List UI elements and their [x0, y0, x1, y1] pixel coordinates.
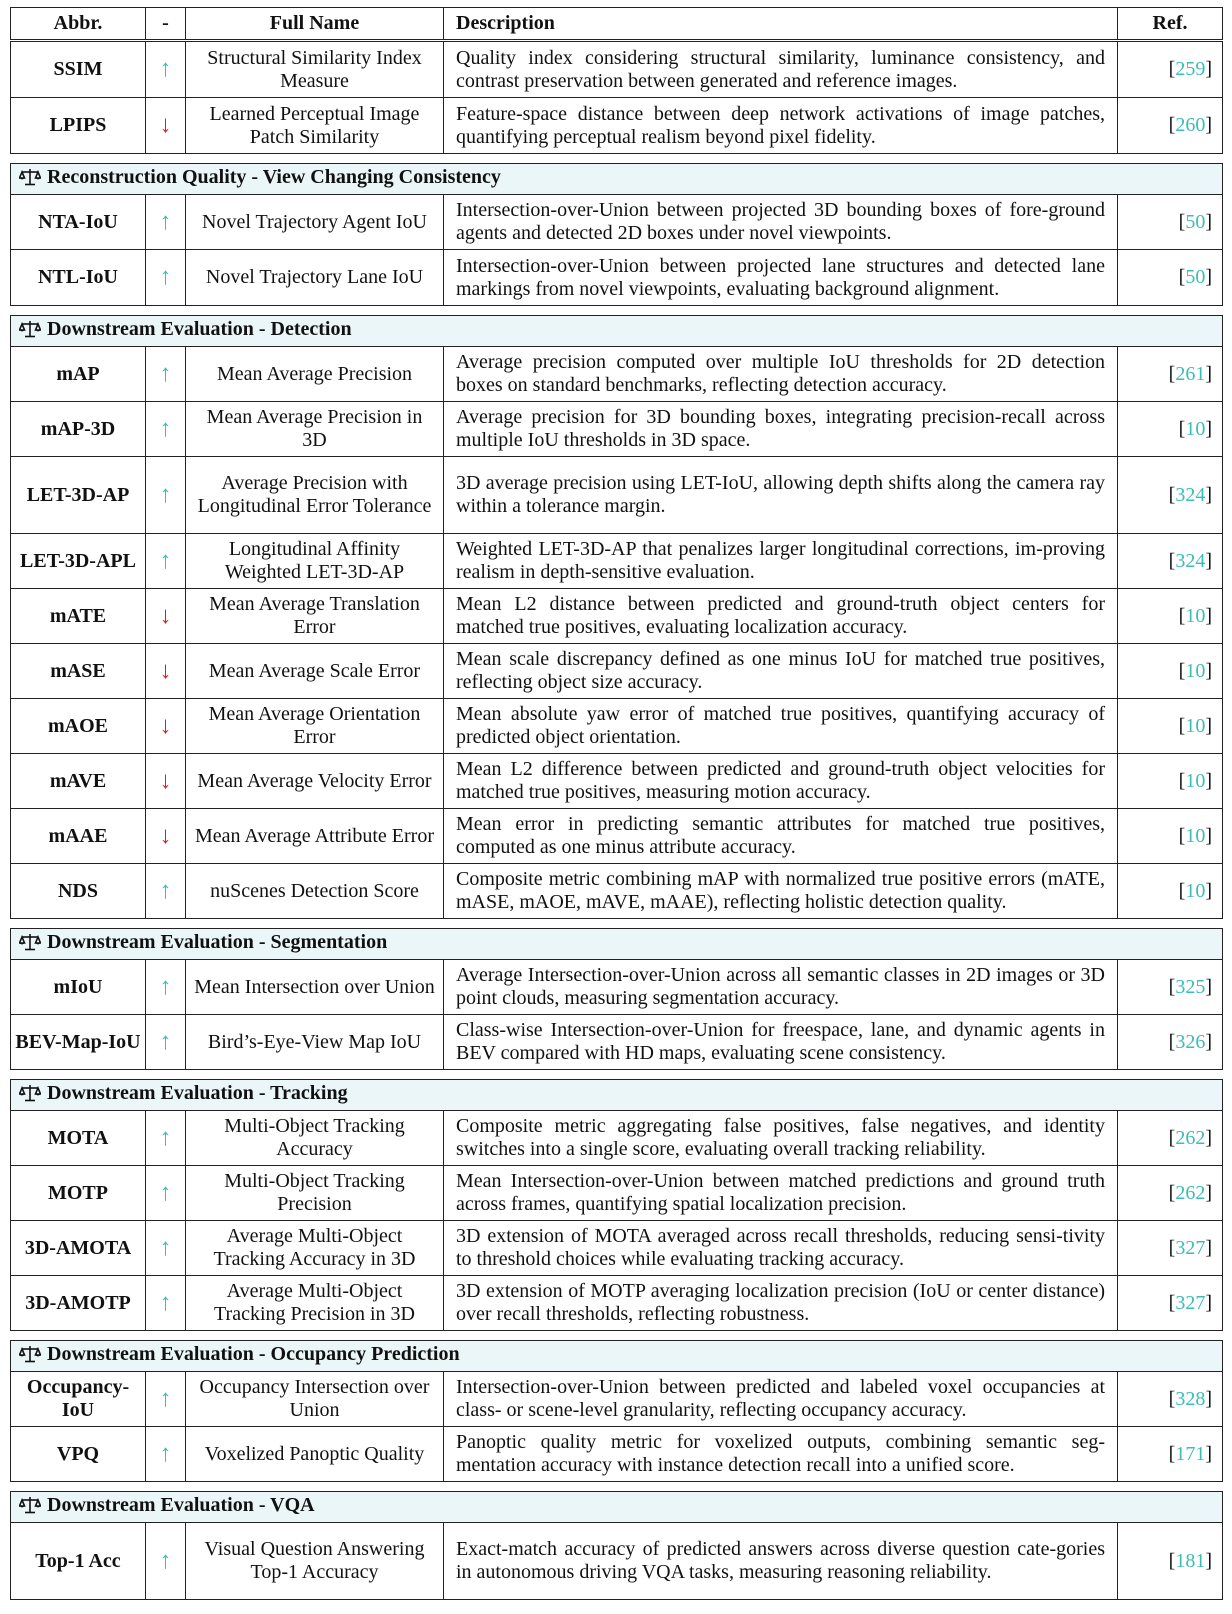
header-ref: Ref.	[1118, 8, 1223, 40]
table-row	[11, 347, 1223, 402]
metric-full-name: Multi-Object Tracking Accuracy	[186, 1111, 444, 1166]
direction-cell	[146, 1111, 186, 1166]
arrow-down-icon: ↓	[159, 657, 172, 684]
section-header	[11, 929, 1223, 960]
direction-cell	[146, 589, 186, 644]
section-title-cell	[11, 1492, 1223, 1523]
reference-cell: [10]	[1118, 754, 1223, 809]
reference-link[interactable]: 50	[1185, 210, 1206, 233]
section-title: Downstream Evaluation - Detection	[47, 318, 352, 340]
metric-description: Panoptic quality metric for voxelized outputs, combining semantic seg-mentation accuracy with instance detection recall into a unified score.	[444, 1427, 1118, 1482]
direction-cell	[146, 195, 186, 250]
metric-abbr: 3D-AMOTA	[11, 1221, 146, 1276]
section-header	[11, 1080, 1223, 1111]
direction-cell	[146, 1166, 186, 1221]
table-row	[11, 754, 1223, 809]
direction-cell	[146, 457, 186, 534]
metric-abbr: mAOE	[11, 699, 146, 754]
metric-full-name: nuScenes Detection Score	[186, 864, 444, 919]
reference-link[interactable]: 10	[1185, 604, 1206, 627]
metric-full-name: Novel Trajectory Agent IoU	[186, 195, 444, 250]
metric-abbr: NDS	[11, 864, 146, 919]
direction-cell	[146, 1276, 186, 1331]
balance-scale-icon	[19, 1345, 41, 1369]
metric-abbr: mAAE	[11, 809, 146, 864]
direction-cell	[146, 754, 186, 809]
direction-cell	[146, 809, 186, 864]
reference-link[interactable]: 10	[1185, 659, 1206, 682]
reference-cell: [262]	[1118, 1166, 1223, 1221]
arrow-up-icon: ↑	[159, 415, 172, 442]
metric-full-name: Mean Average Translation Error	[186, 589, 444, 644]
table-row	[11, 960, 1223, 1015]
metric-full-name: Voxelized Panoptic Quality	[186, 1427, 444, 1482]
metric-full-name: Mean Average Scale Error	[186, 644, 444, 699]
direction-cell	[146, 1523, 186, 1600]
metric-full-name: Multi-Object Tracking Precision	[186, 1166, 444, 1221]
direction-cell	[146, 42, 186, 98]
table-row	[11, 98, 1223, 154]
table-row	[11, 402, 1223, 457]
direction-cell	[146, 864, 186, 919]
reference-link[interactable]: 10	[1185, 769, 1206, 792]
reference-cell: [10]	[1118, 402, 1223, 457]
arrow-down-icon: ↓	[159, 822, 172, 849]
arrow-up-icon: ↑	[159, 1385, 172, 1412]
section-header	[11, 164, 1223, 195]
arrow-up-icon: ↑	[159, 1124, 172, 1151]
direction-cell	[146, 347, 186, 402]
reference-cell: [171]	[1118, 1427, 1223, 1482]
metric-abbr: NTL-IoU	[11, 250, 146, 306]
reference-link[interactable]: 325	[1175, 975, 1206, 998]
header-full-name: Full Name	[186, 8, 444, 40]
arrow-down-icon: ↓	[159, 112, 172, 138]
direction-cell	[146, 1221, 186, 1276]
reference-cell: [326]	[1118, 1015, 1223, 1070]
reference-cell: [324]	[1118, 457, 1223, 534]
table-row	[11, 699, 1223, 754]
balance-scale-icon	[19, 168, 41, 192]
section-title-cell	[11, 929, 1223, 960]
section-title: Downstream Evaluation - VQA	[47, 1494, 315, 1516]
reference-cell: [327]	[1118, 1221, 1223, 1276]
metric-abbr: mAVE	[11, 754, 146, 809]
metric-full-name: Average Precision with Longitudinal Error Tolerance	[186, 457, 444, 534]
metric-full-name: Learned Perceptual Image Patch Similarity	[186, 98, 444, 154]
metric-abbr: LET-3D-APL	[11, 534, 146, 589]
metric-abbr: LET-3D-AP	[11, 457, 146, 534]
reference-cell: [260]	[1118, 98, 1223, 154]
section-header	[11, 1492, 1223, 1523]
direction-cell	[146, 402, 186, 457]
reference-cell: [328]	[1118, 1372, 1223, 1427]
reference-link[interactable]: 260	[1175, 114, 1206, 136]
arrow-up-icon: ↑	[159, 56, 172, 82]
reference-link[interactable]: 262	[1175, 1126, 1206, 1149]
reference-cell: [10]	[1118, 699, 1223, 754]
section-title: Downstream Evaluation - Tracking	[47, 1082, 348, 1104]
direction-cell	[146, 98, 186, 154]
metric-description: Mean scale discrepancy defined as one minus IoU for matched true positives, reflecting object size accuracy.	[444, 644, 1118, 699]
direction-cell	[146, 960, 186, 1015]
metric-abbr: mAP-3D	[11, 402, 146, 457]
arrow-down-icon: ↓	[159, 712, 172, 739]
metric-abbr: 3D-AMOTP	[11, 1276, 146, 1331]
metric-full-name: Average Multi-Object Tracking Precision in 3D	[186, 1276, 444, 1331]
table-header	[10, 7, 1223, 40]
arrow-up-icon: ↑	[159, 1547, 172, 1574]
reference-link[interactable]: 259	[1175, 58, 1206, 80]
reference-cell: [324]	[1118, 534, 1223, 589]
metric-description: Average precision for 3D bounding boxes, integrating precision-recall across multiple IoU thresholds in 3D space.	[444, 402, 1118, 457]
section-gap	[11, 154, 1223, 164]
metric-description: Intersection-over-Union between projected lane structures and detected lane markings from novel viewpoints, evaluating background alignment.	[444, 250, 1118, 306]
metric-description: 3D average precision using LET-IoU, allowing depth shifts along the camera ray within a tolerance margin.	[444, 457, 1118, 534]
reference-cell: [262]	[1118, 1111, 1223, 1166]
reference-link[interactable]: 10	[1185, 879, 1206, 902]
reference-link[interactable]: 327	[1175, 1236, 1206, 1259]
balance-scale-icon	[19, 320, 41, 344]
metric-description: Mean L2 distance between predicted and ground-truth object centers for matched true positives, evaluating localization accuracy.	[444, 589, 1118, 644]
reference-link[interactable]: 327	[1175, 1291, 1206, 1314]
metric-abbr: NTA-IoU	[11, 195, 146, 250]
metric-full-name: Mean Average Velocity Error	[186, 754, 444, 809]
metric-full-name: Mean Average Precision	[186, 347, 444, 402]
reference-cell: [261]	[1118, 347, 1223, 402]
table-row	[11, 1166, 1223, 1221]
reference-link[interactable]: 171	[1175, 1442, 1206, 1465]
table-row	[11, 250, 1223, 306]
arrow-up-icon: ↑	[159, 973, 172, 1000]
arrow-up-icon: ↑	[159, 547, 172, 574]
reference-link[interactable]: 10	[1185, 714, 1206, 737]
reference-cell: [50]	[1118, 195, 1223, 250]
arrow-down-icon: ↓	[159, 602, 172, 629]
metric-description: Feature-space distance between deep network activations of image patches, quantifying perceptual realism beyond pixel fidelity.	[444, 98, 1118, 154]
balance-scale-icon	[19, 933, 41, 957]
arrow-up-icon: ↑	[159, 264, 172, 290]
reference-link[interactable]: 10	[1185, 417, 1206, 440]
table-row	[11, 1221, 1223, 1276]
section-header	[11, 316, 1223, 347]
table-row	[11, 809, 1223, 864]
table-row	[11, 1372, 1223, 1427]
reference-link[interactable]: 324	[1175, 549, 1206, 572]
table-row	[11, 42, 1223, 98]
direction-cell	[146, 1372, 186, 1427]
metric-description: 3D extension of MOTP averaging localization precision (IoU or center distance) over recall thresholds, reflecting robustness.	[444, 1276, 1118, 1331]
section-title: Downstream Evaluation - Occupancy Prediction	[47, 1343, 460, 1365]
metric-description: Composite metric combining mAP with normalized true positive errors (mATE, mASE, mAOE, mAVE, mAAE), reflecting holistic detection quality.	[444, 864, 1118, 919]
reference-link[interactable]: 181	[1175, 1549, 1206, 1572]
metric-abbr: mASE	[11, 644, 146, 699]
reference-cell: [10]	[1118, 809, 1223, 864]
table-row	[11, 589, 1223, 644]
metric-description: Class-wise Intersection-over-Union for freespace, lane, and dynamic agents in BEV compared with HD maps, evaluating scene consistency.	[444, 1015, 1118, 1070]
arrow-up-icon: ↑	[159, 208, 172, 235]
direction-cell	[146, 699, 186, 754]
section-title-cell	[11, 164, 1223, 195]
arrow-up-icon: ↑	[159, 481, 172, 508]
section-gap	[11, 306, 1223, 316]
metric-description: Composite metric aggregating false positives, false negatives, and identity switches into a single score, evaluating overall tracking reliability.	[444, 1111, 1118, 1166]
arrow-up-icon: ↑	[159, 1289, 172, 1316]
arrow-up-icon: ↑	[159, 1440, 172, 1467]
reference-link[interactable]: 262	[1175, 1181, 1206, 1204]
reference-cell: [325]	[1118, 960, 1223, 1015]
arrow-up-icon: ↑	[159, 877, 172, 904]
metric-description: Mean L2 difference between predicted and ground-truth object velocities for matched true positives, measuring motion accuracy.	[444, 754, 1118, 809]
reference-link[interactable]: 324	[1175, 483, 1206, 506]
metric-description: Average Intersection-over-Union across all semantic classes in 2D images or 3D point clouds, measuring segmentation accuracy.	[444, 960, 1118, 1015]
header-description: Description	[444, 8, 1118, 40]
reference-link[interactable]: 328	[1175, 1387, 1206, 1410]
metric-full-name: Bird’s-Eye-View Map IoU	[186, 1015, 444, 1070]
metric-abbr: MOTP	[11, 1166, 146, 1221]
reference-cell: [10]	[1118, 589, 1223, 644]
reference-link[interactable]: 326	[1175, 1030, 1206, 1053]
balance-scale-icon	[19, 1084, 41, 1108]
metric-full-name: Mean Average Attribute Error	[186, 809, 444, 864]
metric-abbr: mIoU	[11, 960, 146, 1015]
metric-description: Intersection-over-Union between projected 3D bounding boxes of fore-ground agents and detected 2D boxes under novel viewpoints.	[444, 195, 1118, 250]
reference-link[interactable]: 261	[1175, 362, 1206, 385]
section-title-cell	[11, 1341, 1223, 1372]
metric-full-name: Occupancy Intersection over Union	[186, 1372, 444, 1427]
metric-abbr: LPIPS	[11, 98, 146, 154]
section-title: Reconstruction Quality - View Changing Consistency	[47, 166, 501, 188]
table-row	[11, 1015, 1223, 1070]
header-abbr: Abbr.	[11, 8, 146, 40]
metric-full-name: Visual Question Answering Top-1 Accuracy	[186, 1523, 444, 1600]
metric-description: 3D extension of MOTA averaged across recall thresholds, reducing sensi-tivity to threshold choices while evaluating tracking accuracy.	[444, 1221, 1118, 1276]
direction-cell	[146, 1015, 186, 1070]
table-row	[11, 644, 1223, 699]
arrow-up-icon: ↑	[159, 1179, 172, 1206]
metric-full-name: Novel Trajectory Lane IoU	[186, 250, 444, 306]
section-gap	[11, 919, 1223, 929]
metric-abbr: mAP	[11, 347, 146, 402]
arrow-down-icon: ↓	[159, 767, 172, 794]
reference-link[interactable]: 10	[1185, 824, 1206, 847]
direction-cell	[146, 644, 186, 699]
metric-abbr: BEV-Map-IoU	[11, 1015, 146, 1070]
metric-description: Weighted LET-3D-AP that penalizes larger longitudinal corrections, im-proving realism in depth-sensitive evaluation.	[444, 534, 1118, 589]
reference-cell: [181]	[1118, 1523, 1223, 1600]
metric-description: Intersection-over-Union between predicted and labeled voxel occupancies at class- or scene-level granularity, reflecting occupancy accuracy.	[444, 1372, 1118, 1427]
section-header	[11, 1341, 1223, 1372]
metric-abbr: Top-1 Acc	[11, 1523, 146, 1600]
reference-cell: [10]	[1118, 644, 1223, 699]
metrics-table-body	[10, 41, 1223, 1600]
metric-description: Mean absolute yaw error of matched true positives, quantifying accuracy of predicted object orientation.	[444, 699, 1118, 754]
table-row	[11, 864, 1223, 919]
metric-abbr: Occupancy-IoU	[11, 1372, 146, 1427]
metric-description: Exact-match accuracy of predicted answers across diverse question cate-gories in autonomous driving VQA tasks, measuring reasoning reliability.	[444, 1523, 1118, 1600]
header-direction: -	[146, 8, 186, 40]
metric-description: Mean error in predicting semantic attributes for matched true positives, computed as one minus attribute accuracy.	[444, 809, 1118, 864]
metric-abbr: mATE	[11, 589, 146, 644]
metric-description: Mean Intersection-over-Union between matched predictions and ground truth across frames, quantifying spatial localization precision.	[444, 1166, 1118, 1221]
arrow-up-icon: ↑	[159, 1234, 172, 1261]
metric-full-name: Mean Average Orientation Error	[186, 699, 444, 754]
table-row	[11, 534, 1223, 589]
reference-link[interactable]: 50	[1185, 266, 1206, 288]
metric-full-name: Average Multi-Object Tracking Accuracy in 3D	[186, 1221, 444, 1276]
arrow-up-icon: ↑	[159, 1028, 172, 1055]
reference-cell: [259]	[1118, 42, 1223, 98]
direction-cell	[146, 250, 186, 306]
reference-cell: [327]	[1118, 1276, 1223, 1331]
section-title-cell	[11, 1080, 1223, 1111]
section-title: Downstream Evaluation - Segmentation	[47, 931, 388, 953]
metric-full-name: Mean Intersection over Union	[186, 960, 444, 1015]
section-gap	[11, 1482, 1223, 1492]
arrow-up-icon: ↑	[159, 360, 172, 387]
metric-full-name: Structural Similarity Index Measure	[186, 42, 444, 98]
table-row	[11, 195, 1223, 250]
metric-full-name: Mean Average Precision in 3D	[186, 402, 444, 457]
table-row	[11, 1111, 1223, 1166]
metric-description: Average precision computed over multiple IoU thresholds for 2D detection boxes on standard benchmarks, reflecting detection accuracy.	[444, 347, 1118, 402]
reference-cell: [10]	[1118, 864, 1223, 919]
balance-scale-icon	[19, 1496, 41, 1520]
table-row	[11, 457, 1223, 534]
section-title-cell	[11, 316, 1223, 347]
metric-abbr: VPQ	[11, 1427, 146, 1482]
metric-description: Quality index considering structural similarity, luminance consistency, and contrast preservation between generated and reference images.	[444, 42, 1118, 98]
section-gap	[11, 1070, 1223, 1080]
reference-cell: [50]	[1118, 250, 1223, 306]
table-row	[11, 1276, 1223, 1331]
direction-cell	[146, 1427, 186, 1482]
table-row	[11, 1523, 1223, 1600]
metric-abbr: SSIM	[11, 42, 146, 98]
metric-full-name: Longitudinal Affinity Weighted LET-3D-AP	[186, 534, 444, 589]
metric-abbr: MOTA	[11, 1111, 146, 1166]
direction-cell	[146, 534, 186, 589]
table-row	[11, 1427, 1223, 1482]
section-gap	[11, 1331, 1223, 1341]
